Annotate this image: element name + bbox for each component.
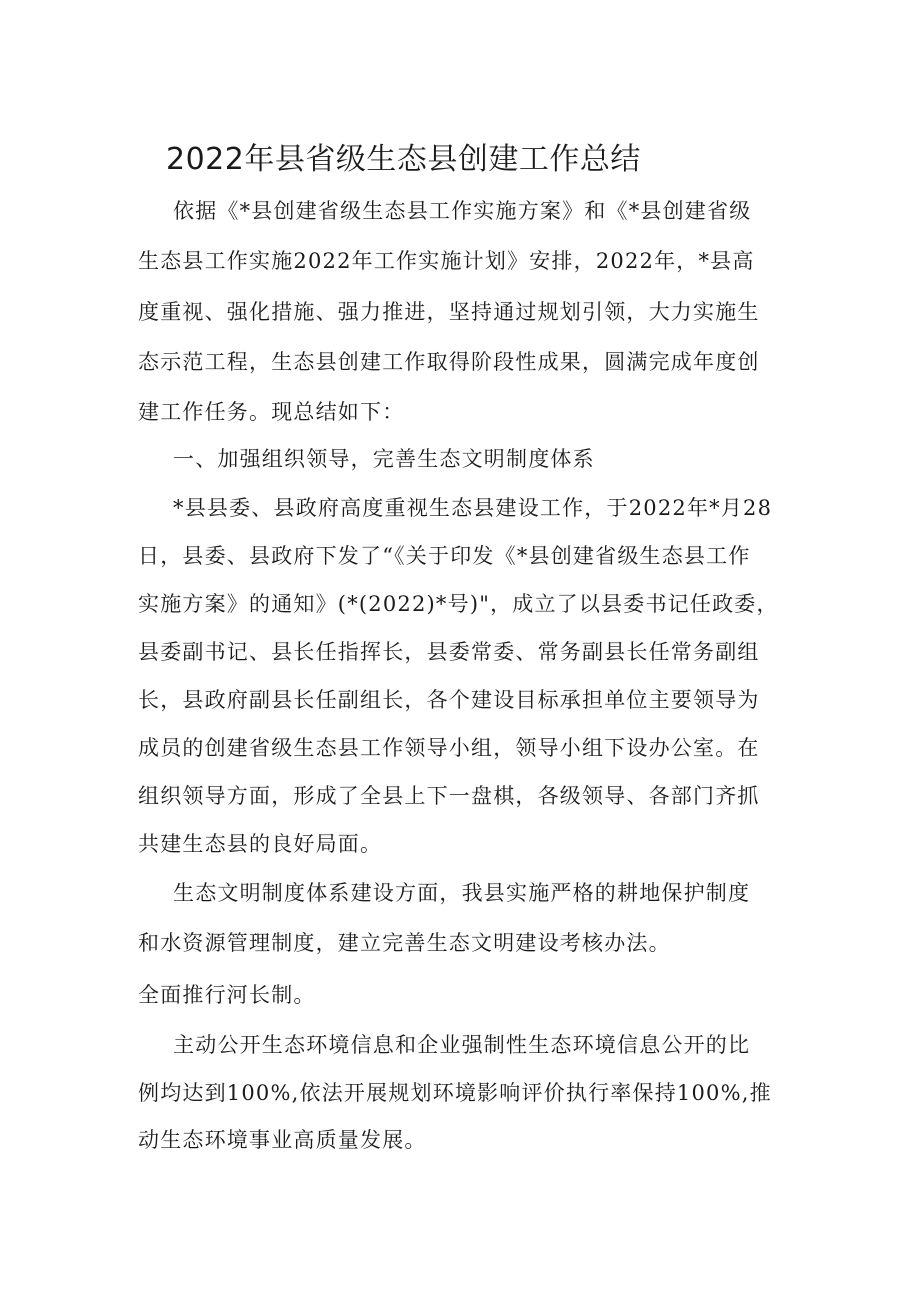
text-line: 主动公开生态环境信息和企业强制性生态环境信息公开的比 [173,1033,751,1057]
text-line: 生态县工作实施2022年工作实施计划》安排，2022年，*县高 [138,249,755,273]
text-line: 县委副书记、县长任指挥长，县委常委、常务副县长任常务副组 [138,640,760,664]
text-line: 动生态环境事业高质量发展。 [138,1128,427,1152]
text-line: 实施方案》的通知》(*(2022)*号)"，成立了以县委书记任政委， [138,592,779,616]
text-line: 和水资源管理制度，建立完善生态文明建设考核办法。 [138,931,671,955]
text-line: 全面推行河长制。 [138,983,316,1007]
text-line: 度重视、强化措施、强力推进，坚持通过规划引领，大力实施生 [138,300,760,324]
text-line: *县县委、县政府高度重视生态县建设工作，于2022年*月28 [173,496,773,520]
heading-line: 一、加强组织领导，完善生态文明制度体系 [173,447,595,471]
text-line: 例均达到100%,依法开展规划环境影响评价执行率保持100%,推 [138,1081,772,1105]
text-line: 生态文明制度体系建设方面，我县实施严格的耕地保护制度 [173,881,751,905]
text-line: 日，县委、县政府下发了“《关于印发《*县创建省级生态县工作 [138,544,751,568]
text-line: 成员的创建省级生态县工作领导小组，领导小组下设办公室。在 [138,736,760,760]
text-line: 态示范工程，生态县创建工作取得阶段性成果，圆满完成年度创 [138,350,760,374]
document-title: 2022年县省级生态县创建工作总结 [166,142,641,177]
text-line: 组织领导方面，形成了全县上下一盘棋，各级领导、各部门齐抓 [138,784,760,808]
text-line: 建工作任务。现总结如下： [138,400,405,424]
text-line: 长，县政府副县长任副组长，各个建设目标承担单位主要领导为 [138,688,760,712]
text-line: 依据《*县创建省级生态县工作实施方案》和《*县创建省级 [173,199,752,223]
text-line: 共建生态县的良好局面。 [138,832,383,856]
